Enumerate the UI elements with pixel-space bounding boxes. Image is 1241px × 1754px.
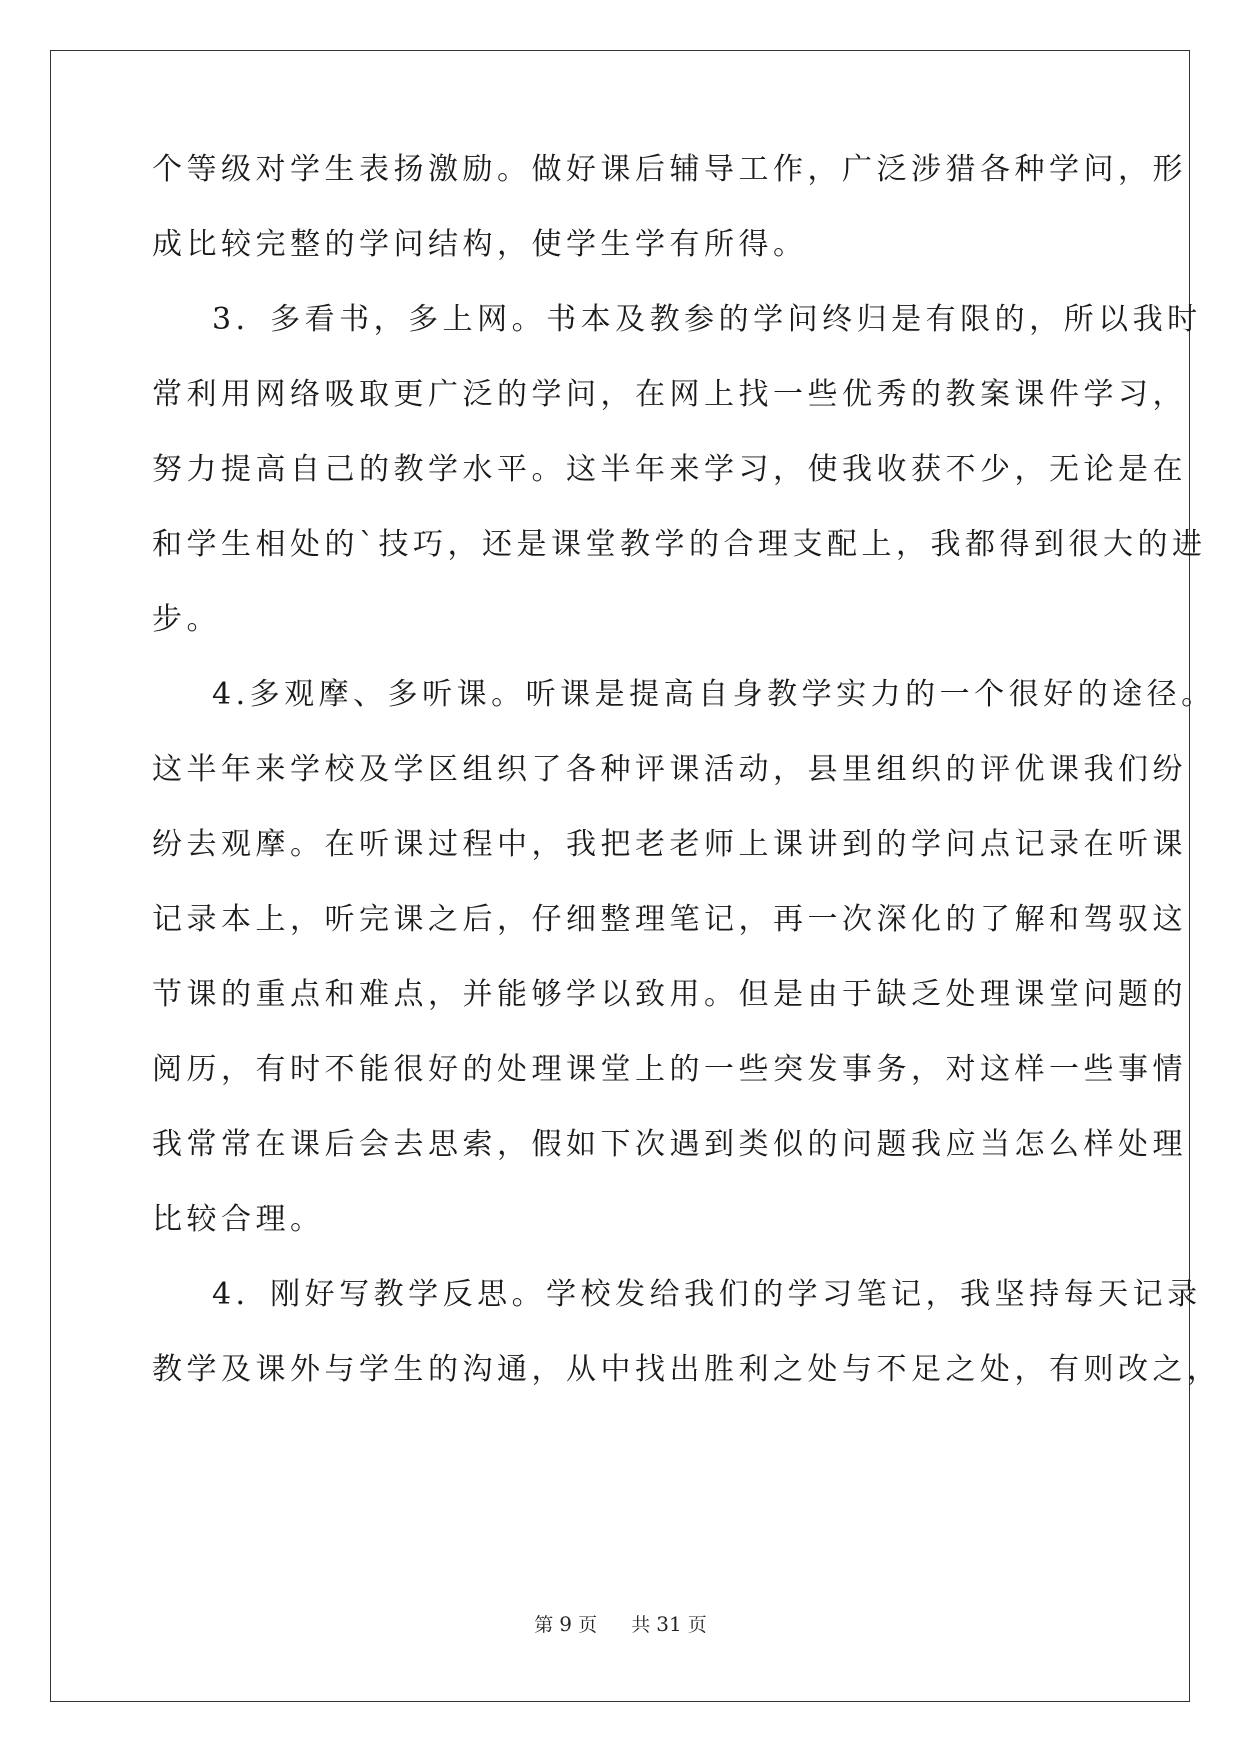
total-suffix: 页 — [687, 1614, 707, 1636]
page-prefix: 第 — [534, 1614, 554, 1636]
body-line: 努力提高自己的教学水平。这半年来学习，使我收获不少，无论是在 — [152, 452, 1187, 487]
body-line: 这半年来学校及学区组织了各种评课活动，县里组织的评优课我们纷 — [152, 752, 1187, 787]
body-line: 3．多看书，多上网。书本及教参的学问终归是有限的，所以我时 — [212, 302, 1202, 337]
page-suffix: 页 — [578, 1614, 598, 1636]
body-line: 4．刚好写教学反思。学校发给我们的学习笔记，我坚持每天记录 — [212, 1277, 1202, 1312]
body-line: 成比较完整的学问结构，使学生学有所得。 — [152, 227, 808, 262]
body-line: 步。 — [152, 602, 221, 637]
total-prefix: 共 — [631, 1614, 651, 1636]
body-line: 教学及课外与学生的沟通，从中找出胜利之处与不足之处，有则改之， — [152, 1352, 1222, 1387]
body-line: 个等级对学生表扬激励。做好课后辅导工作，广泛涉猎各种学问，形 — [152, 152, 1187, 187]
page-footer — [0, 1612, 1241, 1637]
body-line: 和学生相处的`技巧，还是课堂教学的合理支配上，我都得到很大的进 — [152, 527, 1207, 562]
page-current: 9 — [559, 1612, 573, 1636]
body-line: 记录本上，听完课之后，仔细整理笔记，再一次深化的了解和驾驭这 — [152, 902, 1187, 937]
page-total: 31 — [656, 1612, 682, 1636]
body-line: 4.多观摩、多听课。听课是提高自身教学实力的一个很好的途径。 — [212, 677, 1216, 712]
body-line: 我常常在课后会去思索，假如下次遇到类似的问题我应当怎么样处理 — [152, 1127, 1187, 1162]
page-border — [50, 50, 1190, 1702]
body-line: 常利用网络吸取更广泛的学问，在网上找一些优秀的教案课件学习， — [152, 377, 1187, 412]
body-line: 节课的重点和难点，并能够学以致用。但是由于缺乏处理课堂问题的 — [152, 977, 1187, 1012]
body-line: 阅历，有时不能很好的处理课堂上的一些突发事务，对这样一些事情 — [152, 1052, 1187, 1087]
body-line: 纷去观摩。在听课过程中，我把老老师上课讲到的学问点记录在听课 — [152, 827, 1187, 862]
body-line: 比较合理。 — [152, 1202, 325, 1237]
